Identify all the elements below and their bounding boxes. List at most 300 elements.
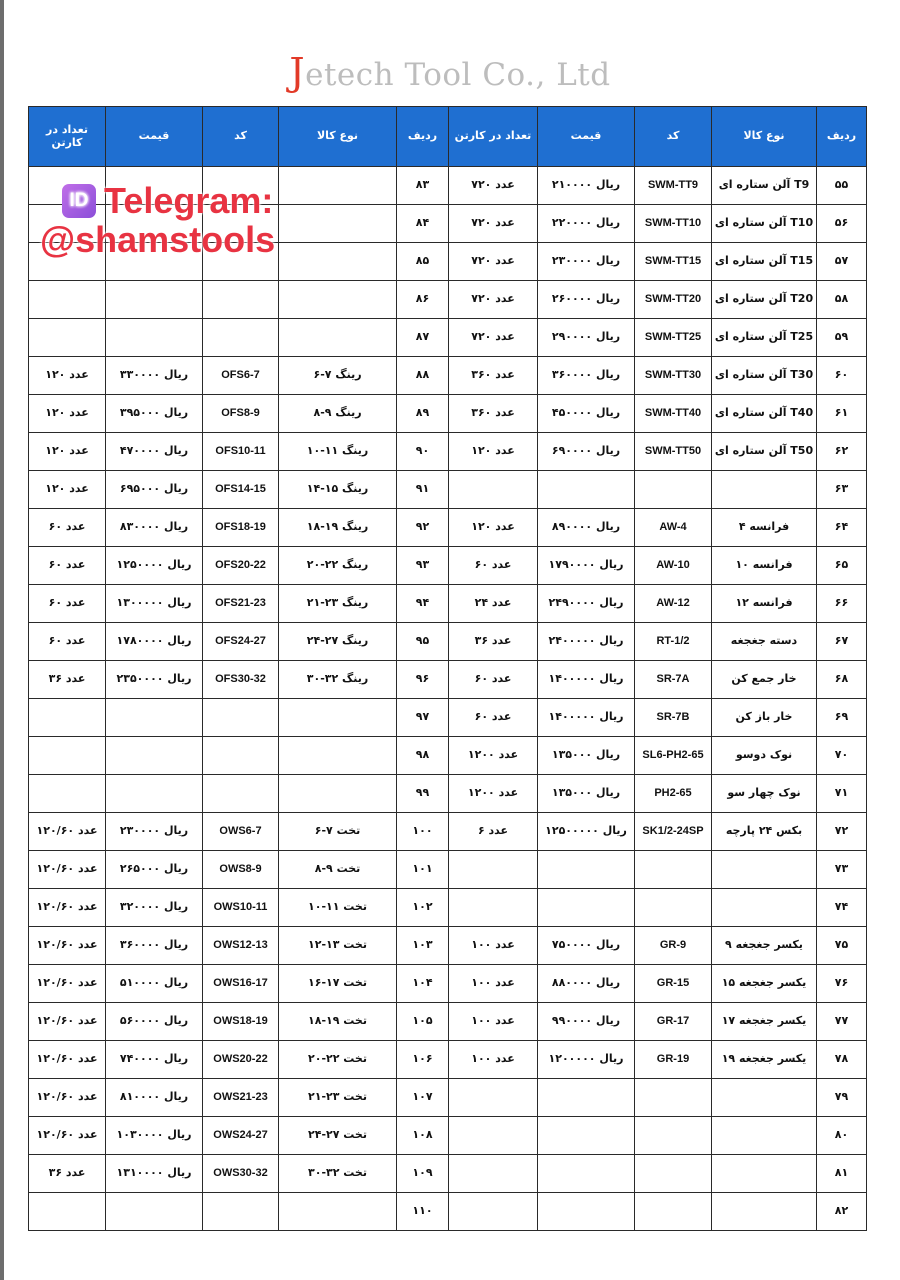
code-cell <box>203 737 279 775</box>
row-number-cell: ۹۰ <box>397 433 449 471</box>
code-cell: SWM-TT50 <box>635 433 712 471</box>
code-cell <box>635 1117 712 1155</box>
price-cell <box>538 889 635 927</box>
row-number-cell: ۵۵ <box>817 167 867 205</box>
carton-count-cell <box>29 1193 106 1231</box>
price-cell: ۳۹۵۰۰۰ ریال <box>106 395 203 433</box>
code-cell: SWM-TT40 <box>635 395 712 433</box>
price-cell <box>106 775 203 813</box>
price-cell: ۳۶۰۰۰۰ ریال <box>106 927 203 965</box>
table-row <box>29 927 867 965</box>
carton-count-cell: ۶۰ عدد <box>449 661 538 699</box>
row-number-cell: ۹۹ <box>397 775 449 813</box>
table-row <box>29 1155 867 1193</box>
item-type-cell <box>712 1117 817 1155</box>
code-cell <box>635 1193 712 1231</box>
row-number-cell: ۱۰۸ <box>397 1117 449 1155</box>
price-cell: ۷۵۰۰۰۰ ریال <box>538 927 635 965</box>
price-cell: ۲۳۰۰۰۰ ریال <box>106 813 203 851</box>
price-sheet <box>28 106 867 1231</box>
carton-count-cell: ۷۲۰ عدد <box>449 281 538 319</box>
item-type-cell: تخت ۱۹-۱۸ <box>279 1003 397 1041</box>
row-number-cell: ۹۵ <box>397 623 449 661</box>
carton-count-cell <box>449 1193 538 1231</box>
row-number-cell: ۶۲ <box>817 433 867 471</box>
item-type-cell: تخت ۲۷-۲۴ <box>279 1117 397 1155</box>
price-cell <box>538 1117 635 1155</box>
item-type-cell: خار جمع کن <box>712 661 817 699</box>
price-cell: ۲۶۰۰۰۰ ریال <box>538 281 635 319</box>
price-cell: ۱۲۵۰۰۰۰ ریال <box>106 547 203 585</box>
code-cell: GR-9 <box>635 927 712 965</box>
carton-count-cell: ۷۲۰ عدد <box>449 205 538 243</box>
table-row <box>29 547 867 585</box>
price-cell: ۲۶۵۰۰۰ ریال <box>106 851 203 889</box>
carton-count-cell: ۱۲۰ عدد <box>449 509 538 547</box>
code-cell: OWS16-17 <box>203 965 279 1003</box>
price-cell: ۲۱۰۰۰۰ ریال <box>538 167 635 205</box>
code-cell: SWM-TT15 <box>635 243 712 281</box>
price-cell <box>106 699 203 737</box>
price-cell: ۱۳۵۰۰۰ ریال <box>538 737 635 775</box>
row-number-cell: ۷۴ <box>817 889 867 927</box>
item-type-cell: فرانسه ۱۲ <box>712 585 817 623</box>
item-type-cell <box>279 319 397 357</box>
row-number-cell: ۵۷ <box>817 243 867 281</box>
item-type-cell <box>279 775 397 813</box>
price-cell: ۵۱۰۰۰۰ ریال <box>106 965 203 1003</box>
carton-count-cell: ۱۲۰/۶۰ عدد <box>29 1041 106 1079</box>
row-number-cell: ۸۰ <box>817 1117 867 1155</box>
item-type-cell: آلن ستاره ای T15 <box>712 243 817 281</box>
carton-count-cell: ۳۶۰ عدد <box>449 395 538 433</box>
row-number-cell: ۷۰ <box>817 737 867 775</box>
price-cell: ۳۳۰۰۰۰ ریال <box>106 357 203 395</box>
code-cell: GR-17 <box>635 1003 712 1041</box>
item-type-cell: یکسر جغجغه ۱۵ <box>712 965 817 1003</box>
price-cell: ۲۳۰۰۰۰ ریال <box>538 243 635 281</box>
row-number-cell: ۱۱۰ <box>397 1193 449 1231</box>
row-number-cell: ۱۰۶ <box>397 1041 449 1079</box>
code-cell: SR-7A <box>635 661 712 699</box>
code-cell: OFS24-27 <box>203 623 279 661</box>
row-number-cell: ۱۰۲ <box>397 889 449 927</box>
code-cell: OFS30-32 <box>203 661 279 699</box>
price-cell <box>538 851 635 889</box>
carton-count-cell: ۱۲۰/۶۰ عدد <box>29 889 106 927</box>
row-number-cell: ۸۴ <box>397 205 449 243</box>
logo-initial: J <box>289 50 306 94</box>
carton-count-cell <box>29 281 106 319</box>
row-number-cell: ۱۰۰ <box>397 813 449 851</box>
row-number-cell: ۱۰۴ <box>397 965 449 1003</box>
code-cell <box>635 1079 712 1117</box>
table-row <box>29 433 867 471</box>
table-row <box>29 965 867 1003</box>
code-cell: SWM-TT10 <box>635 205 712 243</box>
row-number-cell: ۷۶ <box>817 965 867 1003</box>
item-type-cell: تخت ۱۳-۱۲ <box>279 927 397 965</box>
item-type-cell <box>279 167 397 205</box>
code-cell: OWS24-27 <box>203 1117 279 1155</box>
table-header-row <box>29 107 867 167</box>
item-type-cell: آلن ستاره ای T10 <box>712 205 817 243</box>
table-row <box>29 319 867 357</box>
item-type-cell <box>279 205 397 243</box>
code-cell <box>203 319 279 357</box>
row-number-cell: ۸۲ <box>817 1193 867 1231</box>
telegram-watermark <box>40 182 275 260</box>
table-row <box>29 889 867 927</box>
row-number-cell: ۶۵ <box>817 547 867 585</box>
price-cell: ۱۳۰۰۰۰۰ ریال <box>106 585 203 623</box>
row-number-cell: ۸۱ <box>817 1155 867 1193</box>
row-number-cell: ۸۸ <box>397 357 449 395</box>
code-cell: SK1/2-24SP <box>635 813 712 851</box>
watermark-line-1: Telegram: <box>104 180 274 221</box>
row-number-cell: ۶۰ <box>817 357 867 395</box>
company-logo: Jetech Tool Co., Ltd <box>289 50 611 94</box>
carton-count-cell: ۷۲۰ عدد <box>449 319 538 357</box>
table-row <box>29 737 867 775</box>
price-cell: ۲۲۰۰۰۰ ریال <box>538 205 635 243</box>
code-cell: GR-19 <box>635 1041 712 1079</box>
price-cell <box>106 319 203 357</box>
carton-count-cell: ۲۴ عدد <box>449 585 538 623</box>
row-number-cell: ۶۹ <box>817 699 867 737</box>
row-number-cell: ۹۳ <box>397 547 449 585</box>
carton-count-cell <box>29 775 106 813</box>
price-cell: ۱۲۰۰۰۰۰ ریال <box>538 1041 635 1079</box>
item-type-cell <box>279 281 397 319</box>
header-price: قیمت <box>106 107 203 167</box>
price-cell <box>106 737 203 775</box>
price-cell <box>106 1193 203 1231</box>
carton-count-cell: ۶۰ عدد <box>449 547 538 585</box>
id-badge-icon: ID <box>62 184 96 218</box>
carton-count-cell <box>449 889 538 927</box>
carton-count-cell: ۱۲۰/۶۰ عدد <box>29 851 106 889</box>
row-number-cell: ۹۸ <box>397 737 449 775</box>
item-type-cell: نوک چهار سو <box>712 775 817 813</box>
carton-count-cell: ۳۶۰ عدد <box>449 357 538 395</box>
price-cell: ۱۲۵۰۰۰۰۰ ریال <box>538 813 635 851</box>
carton-count-cell: ۶۰ عدد <box>449 699 538 737</box>
code-cell: SWM-TT30 <box>635 357 712 395</box>
item-type-cell: تخت ۲۳-۲۱ <box>279 1079 397 1117</box>
carton-count-cell: ۶۰ عدد <box>29 623 106 661</box>
price-cell: ۲۹۰۰۰۰ ریال <box>538 319 635 357</box>
carton-count-cell: ۱۲۰ عدد <box>29 395 106 433</box>
row-number-cell: ۵۸ <box>817 281 867 319</box>
table-row <box>29 281 867 319</box>
item-type-cell: تخت ۹-۸ <box>279 851 397 889</box>
carton-count-cell: ۱۲۰/۶۰ عدد <box>29 813 106 851</box>
price-cell: ۳۲۰۰۰۰ ریال <box>106 889 203 927</box>
price-cell: ۲۳۵۰۰۰۰ ریال <box>106 661 203 699</box>
price-cell <box>538 471 635 509</box>
price-cell: ۱۰۳۰۰۰۰ ریال <box>106 1117 203 1155</box>
code-cell: OFS14-15 <box>203 471 279 509</box>
price-cell <box>106 281 203 319</box>
code-cell: OFS8-9 <box>203 395 279 433</box>
table-row <box>29 585 867 623</box>
code-cell <box>203 281 279 319</box>
carton-count-cell: ۱۲۰/۶۰ عدد <box>29 1003 106 1041</box>
item-type-cell: رینگ ۲۲-۲۰ <box>279 547 397 585</box>
item-type-cell <box>712 889 817 927</box>
code-cell <box>203 699 279 737</box>
row-number-cell: ۸۶ <box>397 281 449 319</box>
carton-count-cell: ۱۲۰/۶۰ عدد <box>29 927 106 965</box>
code-cell: AW-12 <box>635 585 712 623</box>
row-number-cell: ۶۶ <box>817 585 867 623</box>
carton-count-cell: ۶۰ عدد <box>29 585 106 623</box>
item-type-cell <box>279 1193 397 1231</box>
table-row <box>29 1193 867 1231</box>
header-code: کد <box>203 107 279 167</box>
row-number-cell: ۸۳ <box>397 167 449 205</box>
carton-count-cell <box>449 471 538 509</box>
item-type-cell: یکسر جغجغه ۱۹ <box>712 1041 817 1079</box>
carton-count-cell: ۱۲۰/۶۰ عدد <box>29 1079 106 1117</box>
item-type-cell: یکسر جغجغه ۱۷ <box>712 1003 817 1041</box>
item-type-cell: رینگ ۱۵-۱۴ <box>279 471 397 509</box>
item-type-cell: فرانسه ۴ <box>712 509 817 547</box>
table-row <box>29 509 867 547</box>
price-cell: ۱۴۰۰۰۰۰ ریال <box>538 661 635 699</box>
carton-count-cell: ۱۲۰/۶۰ عدد <box>29 965 106 1003</box>
left-edge-line <box>0 0 4 1280</box>
item-type-cell: رینگ ۷-۶ <box>279 357 397 395</box>
table-row <box>29 623 867 661</box>
code-cell: OWS6-7 <box>203 813 279 851</box>
row-number-cell: ۵۶ <box>817 205 867 243</box>
item-type-cell: رینگ ۲۷-۲۴ <box>279 623 397 661</box>
carton-count-cell <box>29 319 106 357</box>
code-cell: SWM-TT9 <box>635 167 712 205</box>
code-cell: OFS10-11 <box>203 433 279 471</box>
code-cell: SWM-TT20 <box>635 281 712 319</box>
item-type-cell: آلن ستاره ای T40 <box>712 395 817 433</box>
code-cell: OWS8-9 <box>203 851 279 889</box>
item-type-cell: تخت ۳۲-۳۰ <box>279 1155 397 1193</box>
row-number-cell: ۱۰۱ <box>397 851 449 889</box>
price-cell: ۴۵۰۰۰۰ ریال <box>538 395 635 433</box>
row-number-cell: ۹۷ <box>397 699 449 737</box>
header-row-number: ردیف <box>397 107 449 167</box>
carton-count-cell: ۱۲۰ عدد <box>449 433 538 471</box>
item-type-cell: تخت ۱۱-۱۰ <box>279 889 397 927</box>
item-type-cell <box>712 471 817 509</box>
item-type-cell <box>279 243 397 281</box>
code-cell: OFS18-19 <box>203 509 279 547</box>
price-cell: ۲۴۰۰۰۰۰ ریال <box>538 623 635 661</box>
price-cell: ۲۴۹۰۰۰۰ ریال <box>538 585 635 623</box>
row-number-cell: ۷۵ <box>817 927 867 965</box>
price-cell: ۶۹۰۰۰۰ ریال <box>538 433 635 471</box>
table-row <box>29 699 867 737</box>
row-number-cell: ۸۵ <box>397 243 449 281</box>
item-type-cell: یکسر جغجغه ۹ <box>712 927 817 965</box>
code-cell <box>635 851 712 889</box>
carton-count-cell: ۷۲۰ عدد <box>449 243 538 281</box>
item-type-cell: آلن ستاره ای T9 <box>712 167 817 205</box>
row-number-cell: ۸۷ <box>397 319 449 357</box>
header-carton-count: تعداد در کارتن <box>449 107 538 167</box>
header-item-type: نوع کالا <box>712 107 817 167</box>
item-type-cell <box>712 851 817 889</box>
carton-count-cell: ۱۲۰۰ عدد <box>449 737 538 775</box>
price-cell: ۱۳۵۰۰۰ ریال <box>538 775 635 813</box>
price-cell: ۸۱۰۰۰۰ ریال <box>106 1079 203 1117</box>
carton-count-cell <box>449 1117 538 1155</box>
code-cell <box>635 1155 712 1193</box>
code-cell: OWS21-23 <box>203 1079 279 1117</box>
carton-count-cell <box>449 1079 538 1117</box>
price-cell: ۸۳۰۰۰۰ ریال <box>106 509 203 547</box>
row-number-cell: ۷۸ <box>817 1041 867 1079</box>
item-type-cell: رینگ ۲۳-۲۱ <box>279 585 397 623</box>
item-type-cell: رینگ ۹-۸ <box>279 395 397 433</box>
price-cell: ۱۷۸۰۰۰۰ ریال <box>106 623 203 661</box>
price-cell: ۱۴۰۰۰۰۰ ریال <box>538 699 635 737</box>
header-item-type: نوع کالا <box>279 107 397 167</box>
code-cell: OWS10-11 <box>203 889 279 927</box>
row-number-cell: ۷۱ <box>817 775 867 813</box>
code-cell: PH2-65 <box>635 775 712 813</box>
carton-count-cell: ۱۲۰/۶۰ عدد <box>29 1117 106 1155</box>
carton-count-cell: ۳۶ عدد <box>29 1155 106 1193</box>
price-cell: ۸۸۰۰۰۰ ریال <box>538 965 635 1003</box>
code-cell: OFS20-22 <box>203 547 279 585</box>
carton-count-cell: ۶۰ عدد <box>29 509 106 547</box>
header-carton-count: تعداد در کارتن <box>29 107 106 167</box>
carton-count-cell: ۱۰۰ عدد <box>449 927 538 965</box>
code-cell: OWS18-19 <box>203 1003 279 1041</box>
item-type-cell: فرانسه ۱۰ <box>712 547 817 585</box>
carton-count-cell: ۱۲۰ عدد <box>29 433 106 471</box>
table-row <box>29 1003 867 1041</box>
item-type-cell <box>712 1155 817 1193</box>
carton-count-cell: ۶ عدد <box>449 813 538 851</box>
item-type-cell: نوک دوسو <box>712 737 817 775</box>
row-number-cell: ۶۳ <box>817 471 867 509</box>
carton-count-cell <box>29 699 106 737</box>
code-cell: SR-7B <box>635 699 712 737</box>
row-number-cell: ۷۹ <box>817 1079 867 1117</box>
table-row <box>29 661 867 699</box>
row-number-cell: ۷۷ <box>817 1003 867 1041</box>
price-cell: ۳۶۰۰۰۰ ریال <box>538 357 635 395</box>
row-number-cell: ۱۰۳ <box>397 927 449 965</box>
carton-count-cell <box>29 737 106 775</box>
row-number-cell: ۹۱ <box>397 471 449 509</box>
price-cell: ۶۹۵۰۰۰ ریال <box>106 471 203 509</box>
carton-count-cell <box>449 1155 538 1193</box>
code-cell: GR-15 <box>635 965 712 1003</box>
code-cell: SWM-TT25 <box>635 319 712 357</box>
carton-count-cell: ۱۲۰ عدد <box>29 357 106 395</box>
table-row <box>29 1117 867 1155</box>
carton-count-cell: ۱۲۰۰ عدد <box>449 775 538 813</box>
table-row <box>29 851 867 889</box>
carton-count-cell: ۶۰ عدد <box>29 547 106 585</box>
price-cell <box>538 1079 635 1117</box>
header-row-number: ردیف <box>817 107 867 167</box>
item-type-cell: آلن ستاره ای T30 <box>712 357 817 395</box>
row-number-cell: ۱۰۹ <box>397 1155 449 1193</box>
item-type-cell: خار باز کن <box>712 699 817 737</box>
row-number-cell: ۶۸ <box>817 661 867 699</box>
code-cell: RT-1/2 <box>635 623 712 661</box>
table-row <box>29 813 867 851</box>
code-cell: SL6-PH2-65 <box>635 737 712 775</box>
row-number-cell: ۹۴ <box>397 585 449 623</box>
item-type-cell: رینگ ۱۹-۱۸ <box>279 509 397 547</box>
item-type-cell: آلن ستاره ای T50 <box>712 433 817 471</box>
row-number-cell: ۵۹ <box>817 319 867 357</box>
row-number-cell: ۹۲ <box>397 509 449 547</box>
carton-count-cell: ۳۶ عدد <box>449 623 538 661</box>
row-number-cell: ۱۰۵ <box>397 1003 449 1041</box>
code-cell: OFS6-7 <box>203 357 279 395</box>
item-type-cell: آلن ستاره ای T20 <box>712 281 817 319</box>
carton-count-cell: ۱۰۰ عدد <box>449 965 538 1003</box>
item-type-cell: تخت ۱۷-۱۶ <box>279 965 397 1003</box>
price-cell: ۵۶۰۰۰۰ ریال <box>106 1003 203 1041</box>
header-code: کد <box>635 107 712 167</box>
table-row <box>29 1041 867 1079</box>
table-row <box>29 357 867 395</box>
item-type-cell: تخت ۲۲-۲۰ <box>279 1041 397 1079</box>
price-cell: ۱۷۹۰۰۰۰ ریال <box>538 547 635 585</box>
code-cell: AW-4 <box>635 509 712 547</box>
row-number-cell: ۶۱ <box>817 395 867 433</box>
code-cell <box>635 889 712 927</box>
row-number-cell: ۶۷ <box>817 623 867 661</box>
row-number-cell: ۸۹ <box>397 395 449 433</box>
item-type-cell <box>279 737 397 775</box>
price-cell: ۱۳۱۰۰۰۰ ریال <box>106 1155 203 1193</box>
price-cell: ۷۴۰۰۰۰ ریال <box>106 1041 203 1079</box>
item-type-cell <box>712 1193 817 1231</box>
item-type-cell <box>279 699 397 737</box>
price-cell: ۸۹۰۰۰۰ ریال <box>538 509 635 547</box>
carton-count-cell: ۱۲۰ عدد <box>29 471 106 509</box>
carton-count-cell <box>449 851 538 889</box>
price-cell <box>538 1193 635 1231</box>
row-number-cell: ۱۰۷ <box>397 1079 449 1117</box>
table-row <box>29 775 867 813</box>
price-cell: ۹۹۰۰۰۰ ریال <box>538 1003 635 1041</box>
watermark-line-2: @shamstools <box>40 218 276 260</box>
code-cell: OWS20-22 <box>203 1041 279 1079</box>
price-cell <box>538 1155 635 1193</box>
row-number-cell: ۶۴ <box>817 509 867 547</box>
item-type-cell: تخت ۷-۶ <box>279 813 397 851</box>
row-number-cell: ۷۳ <box>817 851 867 889</box>
item-type-cell: بکس ۲۴ پارچه <box>712 813 817 851</box>
carton-count-cell: ۱۰۰ عدد <box>449 1003 538 1041</box>
carton-count-cell: ۱۰۰ عدد <box>449 1041 538 1079</box>
item-type-cell: رینگ ۱۱-۱۰ <box>279 433 397 471</box>
table-row <box>29 1079 867 1117</box>
price-table <box>28 106 867 1231</box>
code-cell: OWS12-13 <box>203 927 279 965</box>
item-type-cell: رینگ ۳۲-۳۰ <box>279 661 397 699</box>
row-number-cell: ۷۲ <box>817 813 867 851</box>
